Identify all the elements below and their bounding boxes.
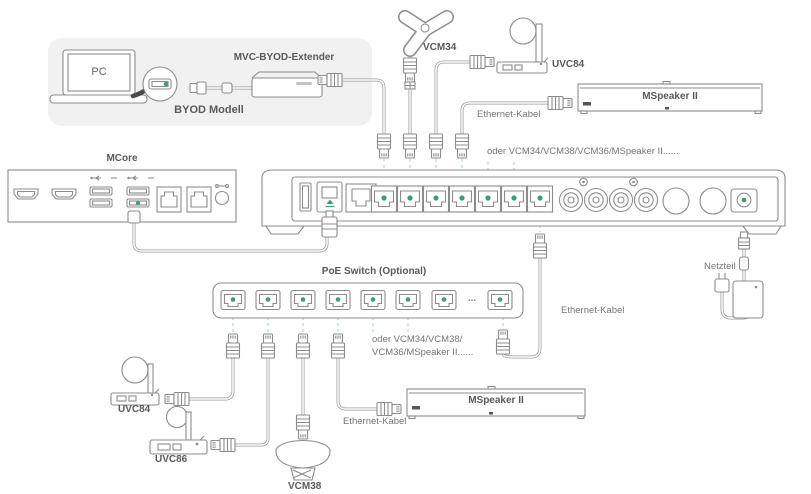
hdmi-port [52, 189, 76, 199]
netzteil-label: Netzteil [704, 261, 736, 272]
mcore-device [8, 170, 236, 223]
mspeaker-top-label: MSpeaker II [642, 91, 698, 102]
power-jack [731, 189, 757, 212]
poe-switch-port [396, 291, 420, 310]
uvc86-camera [150, 407, 207, 455]
vcm38-plug [297, 415, 310, 439]
poe-port [502, 186, 527, 212]
extender-output-connector [318, 74, 342, 87]
speaker-terminal [700, 188, 726, 214]
poe-switch-port [361, 291, 385, 310]
poe-switch-port [326, 291, 350, 310]
poe-switch-label: PoE Switch (Optional) [321, 266, 427, 277]
foot-left [266, 226, 304, 234]
ferrite-bead [740, 257, 749, 270]
byod-caption: BYOD Modell [174, 104, 244, 116]
ethernet-top-label: Ethernet-Kabel [477, 109, 541, 120]
usb-port [90, 199, 112, 207]
adapter-brick [733, 281, 763, 318]
lan-port [157, 187, 181, 212]
speaker-terminal [663, 188, 689, 214]
main-device [262, 170, 785, 234]
usb-port [127, 187, 149, 195]
poe-switch-port [221, 291, 245, 310]
wordmark [296, 82, 312, 85]
dc-plug-body [739, 238, 750, 249]
ethernet-right-label: Ethernet-Kabel [561, 305, 625, 316]
extender-label: MVC-BYOD-Extender [233, 52, 335, 63]
usb-b-port [317, 182, 342, 212]
mspeaker-bottom-label: MSpeaker II [468, 395, 524, 406]
ac-prongs [719, 273, 725, 279]
uvc84-camera-top [497, 18, 548, 73]
pc-label: PC [91, 66, 107, 78]
poe-switch-port [488, 291, 512, 310]
poe-port [398, 186, 423, 212]
vcm34-label: VCM34 [423, 42, 457, 53]
usb-magnifier [143, 67, 177, 101]
poe-port [450, 186, 475, 212]
usb-port [90, 187, 112, 195]
uvc84-bottom-label: UVC84 [118, 404, 151, 415]
poe-switch-port [256, 291, 280, 310]
ethernet-bottom-label: Ethernet-Kabel [343, 416, 407, 427]
poe-port [372, 186, 397, 212]
dc-plug-tip [741, 232, 748, 238]
hdmi-port [14, 189, 38, 199]
lan-port [187, 187, 211, 212]
uvc86-label: UVC86 [155, 454, 188, 465]
ac-plug [715, 279, 729, 292]
oder-bottom-label-1: oder VCM34/VCM38/ [372, 334, 463, 345]
uvc84-camera-bottom [111, 357, 159, 405]
vcm38-mic [276, 441, 330, 481]
poe-port [528, 186, 553, 212]
usb-cable-plug [128, 211, 140, 223]
poe-port [476, 186, 501, 212]
poe-switch-port [432, 291, 456, 310]
mcore-label: MCore [106, 153, 138, 164]
oder-top-label: oder VCM34/VCM38/VCM36/MSpeaker II...... [487, 146, 679, 157]
connected-usb-dot [136, 201, 140, 205]
vcm34-cable-coupler [404, 58, 417, 89]
usb-a-port [300, 183, 311, 211]
uvc84-top-label: UVC84 [552, 59, 585, 70]
poe-ellipsis: ... [467, 293, 477, 304]
foot-right [743, 226, 781, 234]
oder-bottom-label-2: VCM36/MSpeaker II...... [372, 347, 474, 358]
vcm38-label: VCM38 [288, 481, 322, 492]
poe-port [424, 186, 449, 212]
poe-switch-device [213, 283, 523, 318]
poe-switch-port [291, 291, 315, 310]
